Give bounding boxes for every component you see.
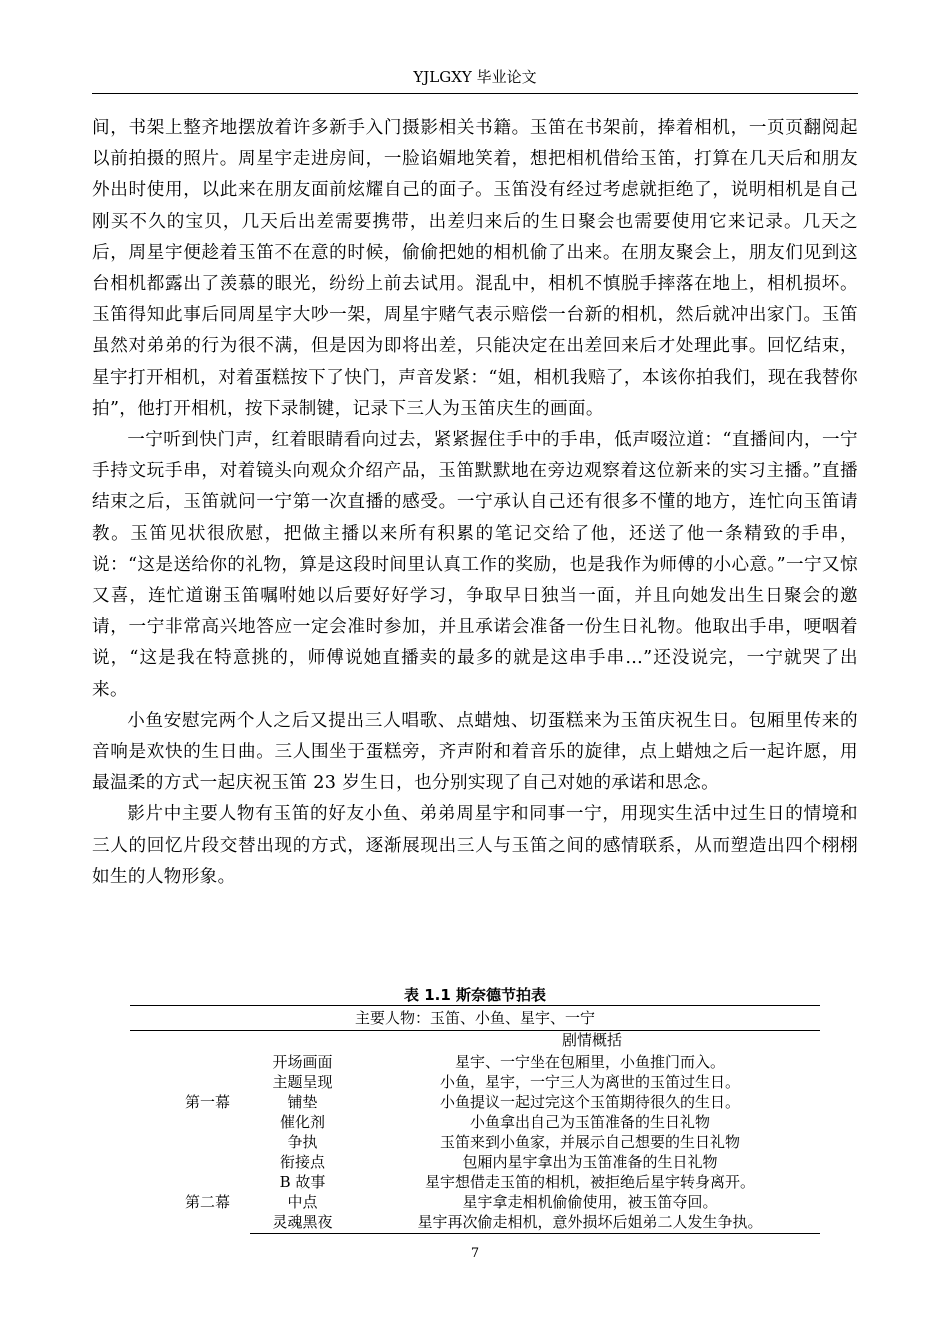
summary-cell: 小鱼提议一起过完这个玉笛期待很久的生日。 bbox=[439, 1093, 740, 1111]
beat-cell: 争执 bbox=[287, 1133, 318, 1151]
beat-cell: B 故事 bbox=[279, 1173, 326, 1191]
act-label: 第二幕 bbox=[184, 1193, 230, 1211]
summary-cell: 小鱼拿出自己为玉笛准备的生日礼物 bbox=[469, 1113, 710, 1131]
paragraph: 影片中主要人物有玉笛的好友小鱼、弟弟周星宇和同事一宁，用现实生活中过生日的情境和三人的回忆片段交替出现的方式，逐渐展现出三人与玉笛之间的感情联系，从而塑造出四个栩栩如生的人物形象。 bbox=[92, 804, 858, 887]
beat-cell: 主题呈现 bbox=[272, 1073, 333, 1091]
beat-cell: 中点 bbox=[287, 1193, 318, 1211]
summary-cell: 玉笛来到小鱼家，并展示自己想要的生日礼物 bbox=[439, 1133, 740, 1151]
summary-cell: 星宇拿走相机偷偷使用，被玉笛夺回。 bbox=[462, 1193, 718, 1211]
table-top-rule bbox=[130, 1005, 820, 1006]
beat-cell: 灵魂黑夜 bbox=[272, 1213, 333, 1231]
summary-cell: 包厢内星宇拿出为玉笛准备的生日礼物 bbox=[462, 1153, 718, 1171]
paragraph: 一宁听到快门声，红着眼睛看向过去，紧紧握住手中的手串，低声啜泣道：“直播间内，一宁手持文玩手串，对着镜头向观众介绍产品，玉笛默默地在旁边观察着这位新来的实习主播。”直播结束之后，玉笛就问一宁第一次直播的感受。一宁承认自己还有很多不懂的地方，连忙向玉笛请教。玉笛见状很欣慰，把做主播以来所有积累的笔记交给了他，还送了他一条精致的手串，说：“这是送给你的礼物，算是这段时间里认真工作的奖励，也是我作为师傅的小心意。”一宁又惊又喜，连忙道谢玉笛嘱咐她以后要好好学习，争取早日独当一面，并且向她发出生日聚会的邀请，一宁非常高兴地答应一定会准时参加，并且承诺会准备一份生日礼物。他取出手串，哽咽着说，“这是我在特意挑的，师傅说她直播卖的最多的就是这串手串…”还没说完，一宁就哭了出来。 bbox=[92, 430, 858, 700]
act-label: 第一幕 bbox=[184, 1093, 230, 1111]
summary-cell: 星宇想借走玉笛的相机，被拒绝后星宇转身离开。 bbox=[424, 1173, 755, 1191]
paragraph: 间，书架上整齐地摆放着许多新手入门摄影相关书籍。玉笛在书架前，捧着相机，一页页翻阅起以前拍摄的照片。周星宇走进房间，一脸谄媚地笑着，想把相机借给玉笛，打算在几天后和朋友外出时使用，以此来在朋友面前炫耀自己的面子。玉笛没有经过考虑就拒绝了，说明相机是自己刚买不久的宝贝，几天后出差需要携带，出差归来后的生日聚会也需要使用它来记录。几天之后，周星宇便趁着玉笛不在意的时候，偷偷把她的相机偷了出来。在朋友聚会上，朋友们见到这台相机都露出了羡慕的眼光，纷纷上前去试用。混乱中，相机不慎脱手摔落在地上，相机损坏。玉笛得知此事后同周星宇大吵一架，周星宇赌气表示赔偿一台新的相机，然后就冲出家门。玉笛虽然对弟弟的行为很不满，但是因为即将出差，只能决定在出差回来后才处理此事。回忆结束，星宇打开相机，对着蛋糕按下了快门，声音发紧：“姐，相机我赔了，本该你拍我们，现在我替你拍”，他打开相机，按下录制键，记录下三人为玉笛庆生的画面。 bbox=[92, 118, 858, 419]
summary-cell: 星宇、一宁坐在包厢里，小鱼推门而入。 bbox=[454, 1053, 725, 1071]
page-header: YJLGXY 毕业论文 bbox=[413, 68, 537, 86]
beat-cell: 铺垫 bbox=[287, 1093, 318, 1111]
summary-cell: 星宇再次偷走相机，意外损坏后姐弟二人发生争执。 bbox=[417, 1213, 763, 1231]
table-bottom-rule bbox=[250, 1233, 820, 1234]
page-number: 7 bbox=[470, 1246, 480, 1261]
main-characters-row: 主要人物：玉笛、小鱼、星宇、一宁 bbox=[354, 1009, 595, 1027]
paragraph: 小鱼安慰完两个人之后又提出三人唱歌、点蜡烛、切蛋糕来为玉笛庆祝生日。包厢里传来的音响是欢快的生日曲。三人围坐于蛋糕旁，齐声附和着音乐的旋律，点上蜡烛之后一起许愿，用最温柔的方式一起庆祝玉笛 23 岁生日，也分别实现了自己对她的承诺和思念。 bbox=[92, 710, 858, 794]
body-text bbox=[92, 113, 858, 893]
summary-header: 剧情概括 bbox=[561, 1031, 622, 1049]
header-rule bbox=[92, 93, 858, 94]
table-caption: 表 1.1 斯奈德节拍表 bbox=[403, 986, 547, 1004]
beat-cell: 催化剂 bbox=[279, 1113, 325, 1131]
beat-cell: 开场画面 bbox=[272, 1053, 333, 1071]
summary-cell: 小鱼，星宇，一宁三人为离世的玉笛过生日。 bbox=[439, 1073, 740, 1091]
beat-cell: 衔接点 bbox=[279, 1153, 325, 1171]
